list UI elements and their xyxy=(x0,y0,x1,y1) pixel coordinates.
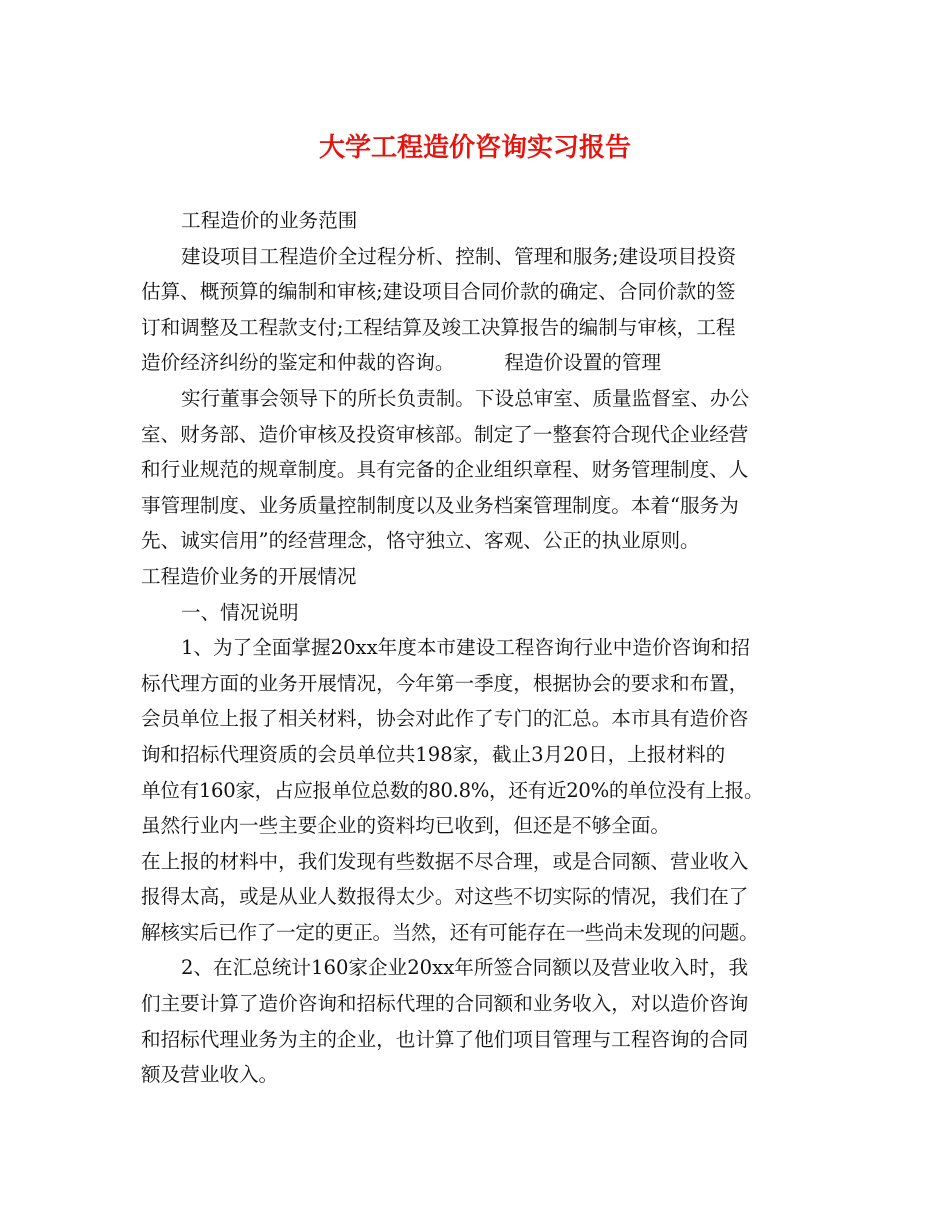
paragraph-line: 报得太高，或是从业人数报得太少。对这些不切实际的情况，我们在了 xyxy=(141,885,749,909)
paragraph-line: 会员单位上报了相关材料，协会对此作了专门的汇总。本市具有造价咨 xyxy=(141,707,749,731)
paragraph-line: 事管理制度、业务质量控制制度以及业务档案管理制度。本着“服务为 xyxy=(141,493,739,517)
document-title: 大学工程造价咨询实习报告 xyxy=(318,133,631,163)
paragraph-line: 估算、概预算的编制和审核;建设项目合同价款的确定、合同价款的签 xyxy=(141,280,736,304)
paragraph-line: 先、诚实信用”的经营理念，恪守独立、客观、公正的执业原则。 xyxy=(141,529,700,553)
heading-business-scope: 工程造价的业务范围 xyxy=(181,209,358,232)
paragraph-line: 和招标代理业务为主的企业，也计算了他们项目管理与工程咨询的合同 xyxy=(141,1027,749,1051)
paragraph-line: 订和调整及工程款支付;工程结算及竣工决算报告的编制与审核，工程 xyxy=(141,315,736,339)
paragraph-line: 1、为了全面掌握20xx年度本市建设工程咨询行业中造价咨询和招 xyxy=(181,636,750,660)
paragraph-line: 虽然行业内一些主要企业的资料均已收到，但还是不够全面。 xyxy=(141,814,671,838)
paragraph-line: 实行董事会领导下的所长负责制。下设总审室、质量监督室、办公 xyxy=(181,386,750,410)
section-heading: 一、情况说明 xyxy=(181,600,299,624)
heading-business-progress: 工程造价业务的开展情况 xyxy=(141,564,357,588)
paragraph-line: 们主要计算了造价咨询和招标代理的合同额和业务收入，对以造价咨询 xyxy=(141,992,749,1016)
paragraph-line: 室、财务部、造价审核及投资审核部。制定了一整套符合现代企业经营 xyxy=(141,422,749,446)
paragraph-line: 标代理方面的业务开展情况，今年第一季度，根据协会的要求和布置， xyxy=(141,671,749,695)
paragraph-line: 在上报的材料中，我们发现有些数据不尽合理，或是合同额、营业收入 xyxy=(141,849,749,873)
paragraph-line: 建设项目工程造价全过程分析、控制、管理和服务;建设项目投资 xyxy=(181,244,737,268)
paragraph-line: 解核实后已作了一定的更正。当然，还有可能存在一些尚未发现的问题。 xyxy=(141,920,759,944)
paragraph-line: 造价经济纠纷的鉴定和仲裁的咨询。 程造价设置的管理 xyxy=(141,351,662,375)
paragraph-line: 和行业规范的规章制度。具有完备的企业组织章程、财务管理制度、人 xyxy=(141,458,749,482)
paragraph-line: 2、在汇总统计160家企业20xx年所签合同额以及营业收入时，我 xyxy=(181,956,749,980)
paragraph-line: 额及营业收入。 xyxy=(141,1063,279,1087)
paragraph-line: 单位有160家，占应报单位总数的80.8%，还有近20%的单位没有上报。 xyxy=(141,778,764,802)
document-body xyxy=(141,203,813,1093)
paragraph-line: 询和招标代理资质的会员单位共198家，截止3月20日，上报材料的 xyxy=(141,742,726,766)
